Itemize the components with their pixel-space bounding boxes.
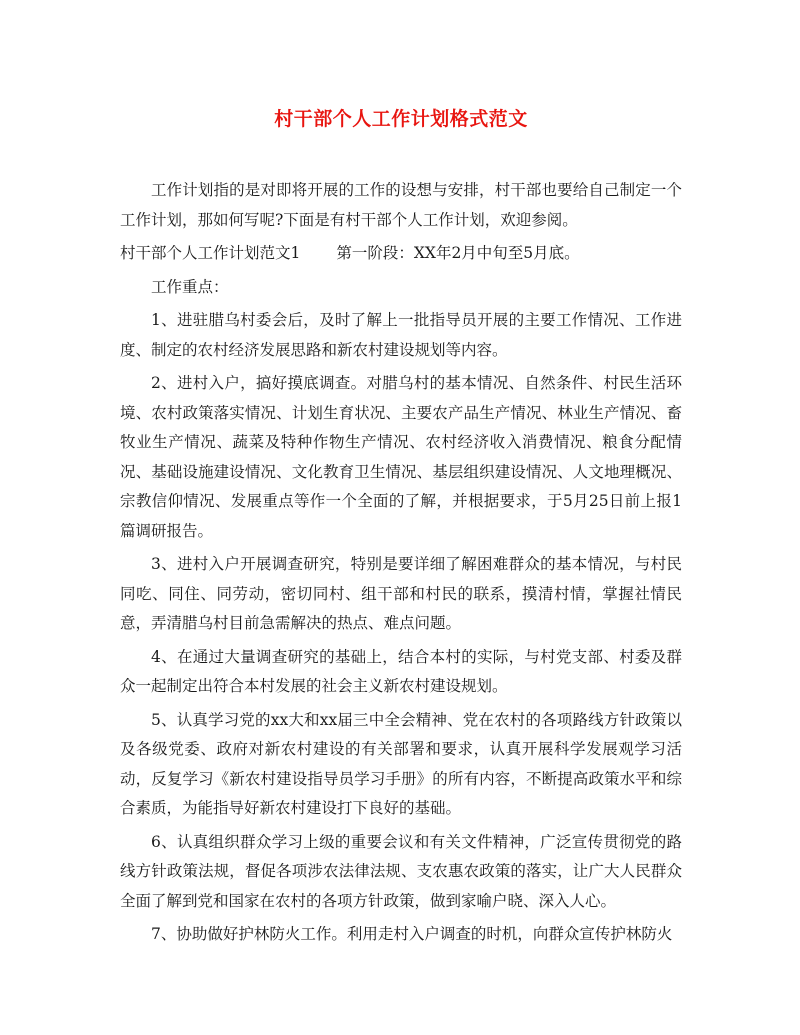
intro-paragraph: 工作计划指的是对即将开展的工作的设想与安排，村干部也要给自己制定一个工作计划，那如何写呢?下面是有村干部个人工作计划，欢迎参阅。	[120, 181, 682, 229]
list-item: 6、认真组织群众学习上级的重要会议和有关文件精神，广泛宣传贯彻党的路线方针政策法规，督促各项涉农法律法规、支农惠农政策的落实，让广大人民群众全面了解到党和国家在农村的各项方针政策，做到家喻户晓、深入人心。	[120, 832, 682, 910]
list-item: 2、进村入户，搞好摸底调查。对腊乌村的基本情况、自然条件、村民生活环境、农村政策落实情况、计划生育状况、主要农产品生产情况、林业生产情况、畜牧业生产情况、蔬菜及特种作物生产情况、农村经济收入消费情况、粮食分配情况、基础设施建设情况、文化教育卫生情况、基层组织建设情况、人文地理概况、宗教信仰情况、发展重点等作一个全面的了解，并根据要求，于5月25日前上报1篇调研报告。	[120, 374, 682, 540]
list-item: 4、在通过大量调查研究的基础上，结合本村的实际，与村党支部、村委及群众一起制定出符合本村发展的社会主义新农村建设规划。	[120, 647, 682, 695]
document-body	[120, 176, 682, 950]
list-item: 5、认真学习党的xx大和xx届三中全会精神、党在农村的各项路线方针政策以及各级党委、政府对新农村建设的有关部署和要求，认真开展科学发展观学习活动，反复学习《新农村建设指导员学习手册》的所有内容，不断提高政策水平和综合素质，为能指导好新农村建设打下良好的基础。	[120, 710, 682, 817]
sample-heading: 村干部个人工作计划范文1	[120, 244, 301, 262]
phase-text: 第一阶段：XX年2月中旬至5月底。	[336, 244, 580, 262]
list-item: 3、进村入户开展调查研究，特别是要详细了解困难群众的基本情况，与村民同吃、同住、同劳动，密切同村、组干部和村民的联系，摸清村情，掌握社情民意，弄清腊乌村目前急需解决的热点、难点问题。	[120, 555, 682, 632]
list-item: 7、协助做好护林防火工作。利用走村入户调查的时机，向群众宣传护林防火	[151, 925, 673, 943]
sample-heading-line	[120, 239, 682, 269]
document-title: 村干部个人工作计划格式范文	[274, 108, 528, 130]
list-item: 1、进驻腊乌村委会后，及时了解上一批指导员开展的主要工作情况、工作进度、制定的农村经济发展思路和新农村建设规划等内容。	[120, 311, 682, 359]
focus-label: 工作重点：	[151, 277, 229, 296]
